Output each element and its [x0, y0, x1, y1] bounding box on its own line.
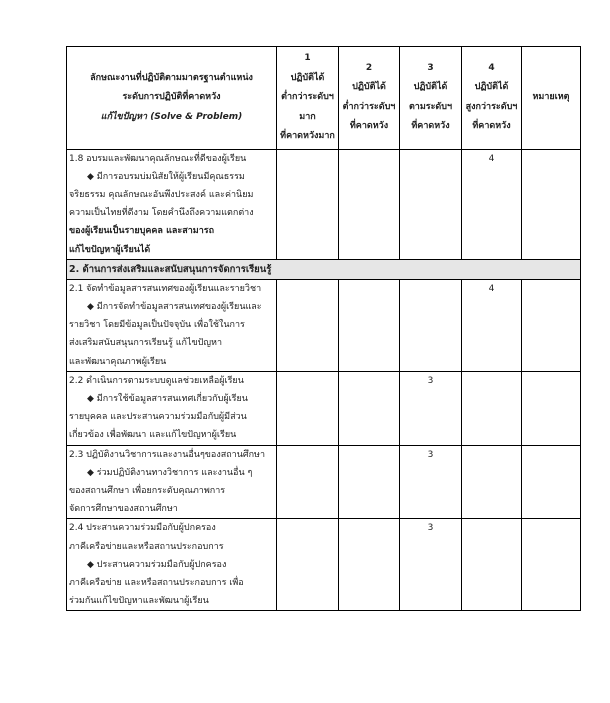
- criteria-line: ◆ ร่วมปฏิบัติงานทางวิชาการ และงานอื่น ๆ: [87, 467, 253, 478]
- criteria-line: ภาคีเครือข่าย และหรือสถานประกอบการ เพื่อ: [69, 577, 244, 588]
- level-4-line1: ปฏิบัติได้: [474, 82, 509, 93]
- level-3-cell: [400, 149, 462, 259]
- header-title-line1: ลักษณะงานที่ปฏิบัติตามมาตรฐานตำแหน่ง: [90, 72, 253, 83]
- level-3-header: [400, 47, 462, 150]
- criteria-line: 2.3 ปฏิบัติงานวิชาการและงานอื่นๆของสถานศึกษา: [69, 449, 266, 460]
- level-1-cell: [277, 149, 339, 259]
- remark-header: หมายเหตุ: [522, 47, 581, 150]
- criteria-line: 2.1 จัดทำข้อมูลสารสนเทศของผู้เรียนและรายวิชา: [69, 283, 262, 294]
- criteria-line: ภาคีเครือข่ายและหรือสถานประกอบการ: [69, 541, 224, 552]
- remark-cell: [522, 149, 581, 259]
- evaluation-table: [66, 46, 581, 611]
- criteria-cell: [67, 445, 277, 519]
- criteria-line: ◆ มีการจัดทำข้อมูลสารสนเทศของผู้เรียนและ: [87, 301, 262, 312]
- criteria-line: ส่งเสริมสนับสนุนการเรียนรู้ แก้ไขปัญหา: [69, 338, 223, 349]
- level-3-line2: ตามระดับฯ: [408, 101, 453, 112]
- level-4-number: 4: [488, 62, 495, 73]
- level-1-number: 1: [304, 53, 311, 63]
- header-title-line2: ระดับการปฏิบัติที่คาดหวัง: [122, 92, 221, 102]
- level-3-cell: [400, 279, 462, 371]
- level-3-number: 3: [427, 62, 434, 73]
- criteria-line: รายบุคคล และประสานความร่วมมือกับผู้มีส่วน: [69, 412, 247, 423]
- criteria-line: 2.2 ดำเนินการตามระบบดูแลช่วยเหลือผู้เรียน: [69, 375, 244, 386]
- level-2-cell: [339, 149, 400, 259]
- level-1-line3: ที่คาดหวังมาก: [280, 131, 335, 141]
- level-3-line1: ปฏิบัติได้: [413, 82, 448, 93]
- criteria-line: ◆ มีการอบรมบ่มนิสัยให้ผู้เรียนมีคุณธรรม: [87, 171, 245, 182]
- level-2-line2: ต่ำกว่าระดับฯ: [342, 101, 396, 112]
- level-4-cell: [462, 445, 522, 519]
- criteria-line: ร่วมกันแก้ไขปัญหาและพัฒนาผู้เรียน: [69, 596, 209, 607]
- criteria-line: ◆ ประสานความร่วมมือกับผู้ปกครอง: [87, 559, 227, 570]
- remark-cell: [522, 519, 581, 611]
- level-2-line3: ที่คาดหวัง: [349, 121, 389, 132]
- level-4-cell: 4: [462, 149, 522, 259]
- level-3-cell: 3: [400, 519, 462, 611]
- criteria-line: และพัฒนาคุณภาพผู้เรียน: [69, 356, 167, 367]
- level-1-cell: [277, 445, 339, 519]
- criteria-cell: [67, 371, 277, 445]
- level-1-line2: ต่ำกว่าระดับฯมาก: [281, 92, 334, 122]
- remark-cell: [522, 445, 581, 519]
- level-1-line1: ปฏิบัติได้: [290, 72, 325, 83]
- criteria-line: จริยธรรม คุณลักษณะอันพึงประสงค์ และค่านิยม: [69, 189, 254, 200]
- table-row: [67, 371, 581, 445]
- level-4-cell: 4: [462, 279, 522, 371]
- level-2-line1: ปฏิบัติได้: [352, 82, 386, 93]
- section-header-row: [67, 259, 581, 279]
- criteria-line: แก้ไขปัญหาผู้เรียนได้: [69, 244, 151, 255]
- criteria-line: รายวิชา โดยมีข้อมูลเป็นปัจจุบัน เพื่อใช้ในการ: [69, 320, 245, 331]
- criteria-line: 2.4 ประสานความร่วมมือกับผู้ปกครอง: [69, 523, 216, 534]
- table-row: [67, 519, 581, 611]
- section-title: 2. ด้านการส่งเสริมและสนับสนุนการจัดการเรียนรู้: [67, 259, 581, 279]
- criteria-cell: [67, 279, 277, 371]
- level-2-header: [339, 47, 400, 150]
- criteria-line: ของสถานศึกษา เพื่อยกระดับคุณภาพการ: [69, 485, 226, 496]
- criteria-line: ◆ มีการใช้ข้อมูลสารสนเทศเกี่ยวกับผู้เรียน: [87, 393, 248, 404]
- level-3-line3: ที่คาดหวัง: [411, 121, 450, 132]
- level-2-cell: [339, 445, 400, 519]
- level-1-cell: [277, 279, 339, 371]
- level-1-cell: [277, 371, 339, 445]
- criteria-header: [67, 47, 277, 150]
- level-4-cell: [462, 519, 522, 611]
- level-4-cell: [462, 371, 522, 445]
- remark-cell: [522, 279, 581, 371]
- criteria-line: จัดการศึกษาของสถานศึกษา: [69, 504, 178, 515]
- level-2-number: 2: [365, 62, 373, 73]
- level-2-cell: [339, 371, 400, 445]
- level-2-cell: [339, 519, 400, 611]
- level-1-header: [277, 47, 339, 150]
- table-row: [67, 445, 581, 519]
- level-2-cell: [339, 279, 400, 371]
- level-3-cell: 3: [400, 371, 462, 445]
- criteria-line: เกี่ยวข้อง เพื่อพัฒนา และแก้ไขปัญหาผู้เรียน: [69, 430, 237, 441]
- level-4-line2: สูงกว่าระดับฯ: [465, 101, 518, 112]
- level-3-cell: 3: [400, 445, 462, 519]
- level-4-line3: ที่คาดหวัง: [472, 121, 511, 132]
- header-title-line3: แก้ไขปัญหา (Solve & Problem): [100, 111, 243, 122]
- table-row: [67, 279, 581, 371]
- criteria-line: 1.8 อบรมและพัฒนาคุณลักษณะที่ดีของผู้เรียน: [69, 153, 247, 164]
- level-4-header: [462, 47, 522, 150]
- header-row: [67, 47, 581, 150]
- criteria-line: ของผู้เรียนเป็นรายบุคคล และสามารถ: [69, 226, 215, 237]
- level-1-cell: [277, 519, 339, 611]
- criteria-cell: [67, 149, 277, 259]
- criteria-cell: [67, 519, 277, 611]
- remark-cell: [522, 371, 581, 445]
- table-row: [67, 149, 581, 259]
- criteria-line: ความเป็นไทยที่ดีงาม โดยคำนึงถึงความแตกต่าง: [69, 208, 254, 219]
